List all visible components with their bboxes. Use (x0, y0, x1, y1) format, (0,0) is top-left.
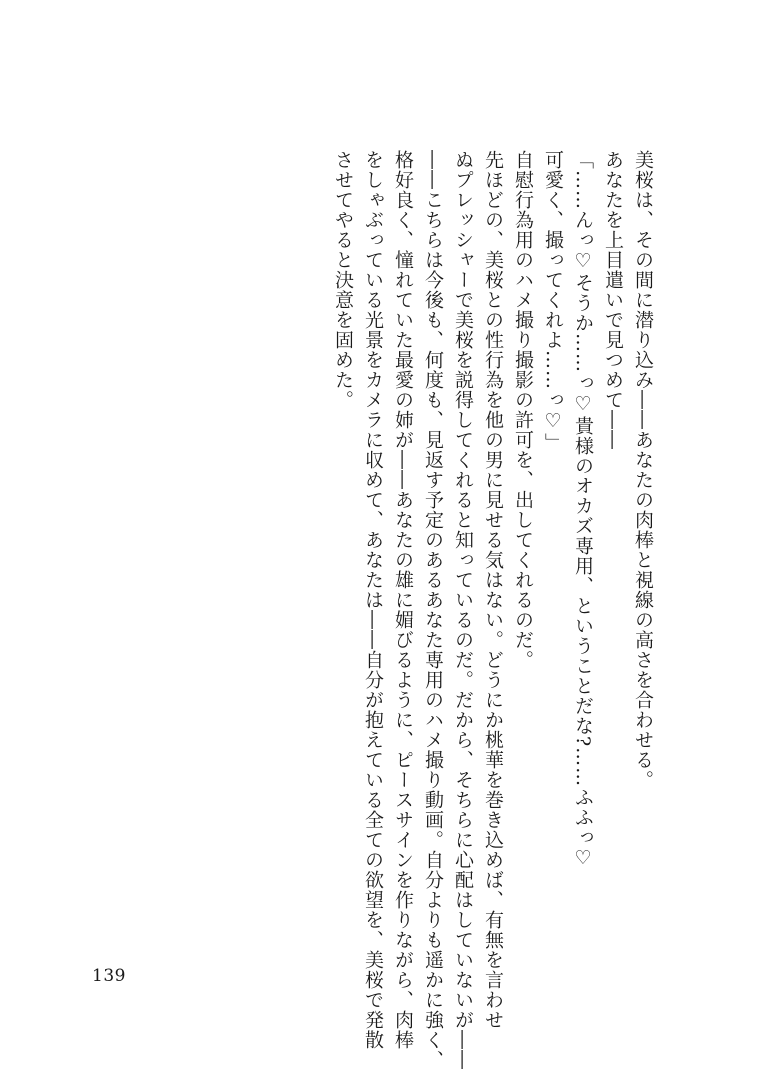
text-line: 可愛く、撮ってくれよ……っ♡」 (542, 150, 564, 453)
text-line: 「……んっ♡そうか……っ♡貴様のオカズ専用、ということだな?……ふふっ♡ (572, 150, 594, 871)
body-text (318, 150, 658, 1070)
text-line: 格好良く、憧れていた最愛の姉が――あなたの雄に媚びるように、ピースサインを作りながら、肉棒 (392, 150, 414, 1050)
text-line: をしゃぶっている光景をカメラに収めて、あなたは――自分が抱えている全ての欲望を、美桜で発散 (362, 150, 384, 1050)
text-line: 美桜は、その間に潜り込み――あなたの肉棒と視線の高さを合わせる。 (632, 150, 654, 790)
text-line: あなたを上目遣いで見つめて―― (602, 150, 624, 450)
text-line: 自慰行為用のハメ撮り撮影の許可を、出してくれるのだ。 (512, 150, 534, 670)
text-line: ぬプレッシャーで美桜を説得してくれると知っているのだ。だから、そちらに心配はしていないが―― (452, 150, 474, 1070)
text-line: 先ほどの、美桜との性行為を他の男に見せる気はない。どうにか桃華を巻き込めば、有無を言わせ (482, 150, 504, 1030)
text-line: ――こちらは今後も、何度も、見返す予定のあるあなた専用のハメ撮り動画。自分よりも遥かに強く、 (422, 150, 444, 1070)
page-number: 139 (92, 966, 126, 986)
text-line: させてやると決意を固めた。 (332, 150, 354, 410)
